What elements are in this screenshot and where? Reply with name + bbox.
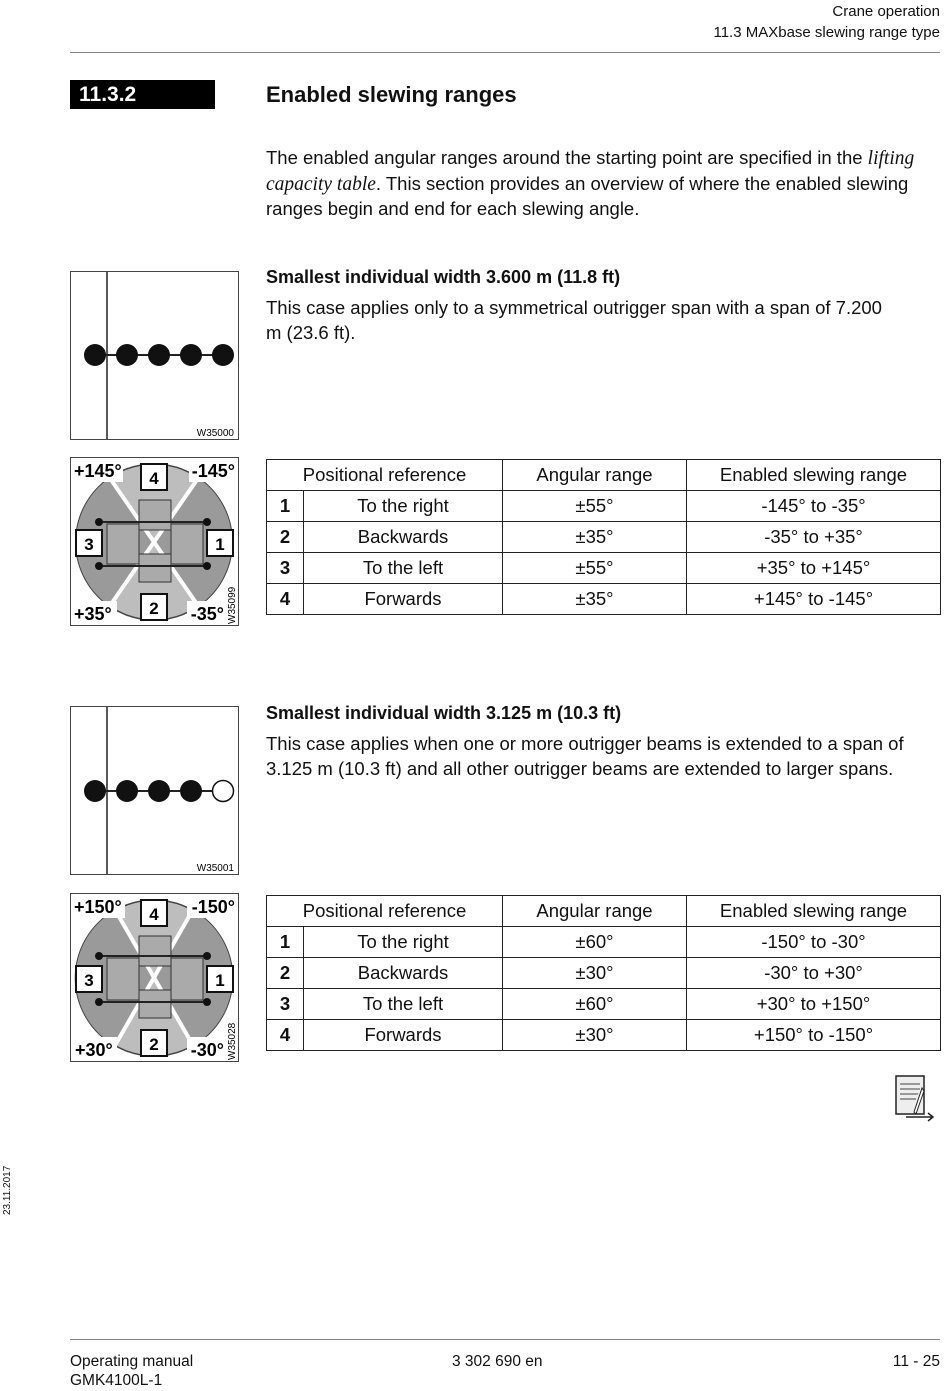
slewing-diagram-2: [70, 893, 239, 1062]
table-header: Angular range: [503, 896, 687, 927]
slewing-diagram-1: [70, 457, 239, 626]
figure-code: W35000: [196, 428, 234, 439]
case2-heading: Smallest individual width 3.125 m (10.3 ft): [266, 703, 622, 723]
table-header: Angular range: [503, 460, 687, 491]
case1-text: This case applies only to a symmetrical outrigger span with a span of 7.200 m (23.6 ft).: [266, 297, 882, 343]
table-header: Enabled slewing range: [687, 460, 941, 491]
header-chapter: Crane operation: [832, 3, 940, 20]
footer-doc-number: 3 302 690 en: [452, 1353, 543, 1370]
header-rule: [70, 52, 940, 53]
case2-text: This case applies when one or more outrigger beams is extended to a span of 3.125 m (10.3 ft) and all other outrigger beams are extended to larger spans.: [266, 733, 904, 779]
svg-text:1: 1: [215, 971, 225, 990]
svg-text:+145°: +145°: [74, 461, 122, 481]
outrigger-figure-2: [70, 706, 239, 875]
svg-text:1: 1: [215, 535, 225, 554]
outrigger-figure-1: [70, 271, 239, 440]
footer-manual: Operating manual: [70, 1353, 194, 1370]
table-row: 3 To the left ±55° +35° to +145°: [267, 553, 941, 584]
svg-text:2: 2: [149, 1035, 159, 1054]
header-section: 11.3 MAXbase slewing range type: [713, 24, 940, 41]
footer-rule: [70, 1339, 940, 1340]
section-title: Enabled slewing ranges: [266, 82, 517, 107]
notes-continue-icon: [892, 1074, 940, 1122]
slewing-table-2: [266, 895, 941, 1051]
svg-text:4: 4: [149, 905, 159, 924]
svg-text:+30°: +30°: [75, 1040, 113, 1060]
section-number: 11.3.2: [70, 80, 215, 109]
footer-model: GMK4100L-1: [70, 1372, 163, 1389]
table-header: Positional reference: [267, 896, 503, 927]
svg-text:+35°: +35°: [74, 604, 112, 624]
case1-heading: Smallest individual width 3.600 m (11.8 ft): [266, 267, 621, 287]
svg-text:W35099: W35099: [227, 586, 238, 624]
svg-text:W35028: W35028: [227, 1022, 238, 1060]
table-row: 2 Backwards ±35° -35° to +35°: [267, 522, 941, 553]
svg-text:+150°: +150°: [74, 897, 122, 917]
table-row: 3 To the left ±60° +30° to +150°: [267, 989, 941, 1020]
table-row: 1 To the right ±60° -150° to -30°: [267, 927, 941, 958]
svg-text:-35°: -35°: [190, 604, 224, 624]
side-date: 23.11.2017: [2, 1165, 13, 1215]
svg-text:4: 4: [149, 469, 159, 488]
page-number: 11 - 25: [892, 1353, 940, 1370]
svg-text:-145°: -145°: [191, 461, 235, 481]
table-row: 2 Backwards ±30° -30° to +30°: [267, 958, 941, 989]
intro-italic: lifting capacity table: [266, 148, 915, 195]
table-row: 4 Forwards ±30° +150° to -150°: [267, 1020, 941, 1051]
table-row: 4 Forwards ±35° +145° to -145°: [267, 584, 941, 615]
intro-paragraph: The enabled angular ranges around the starting point are specified in the lifting capacity table. This section provides an overview of where the enabled slewing ranges begin and end for each slewing angle.: [266, 147, 915, 219]
svg-text:3: 3: [84, 535, 94, 554]
table-header: Enabled slewing range: [687, 896, 941, 927]
table-row: 1 To the right ±55° -145° to -35°: [267, 491, 941, 522]
figure-code: W35001: [196, 863, 234, 874]
svg-text:2: 2: [149, 599, 159, 618]
table-header: Positional reference: [267, 460, 503, 491]
slewing-table-1: [266, 459, 941, 615]
svg-text:-150°: -150°: [191, 897, 235, 917]
svg-text:-30°: -30°: [190, 1040, 224, 1060]
svg-text:3: 3: [84, 971, 94, 990]
